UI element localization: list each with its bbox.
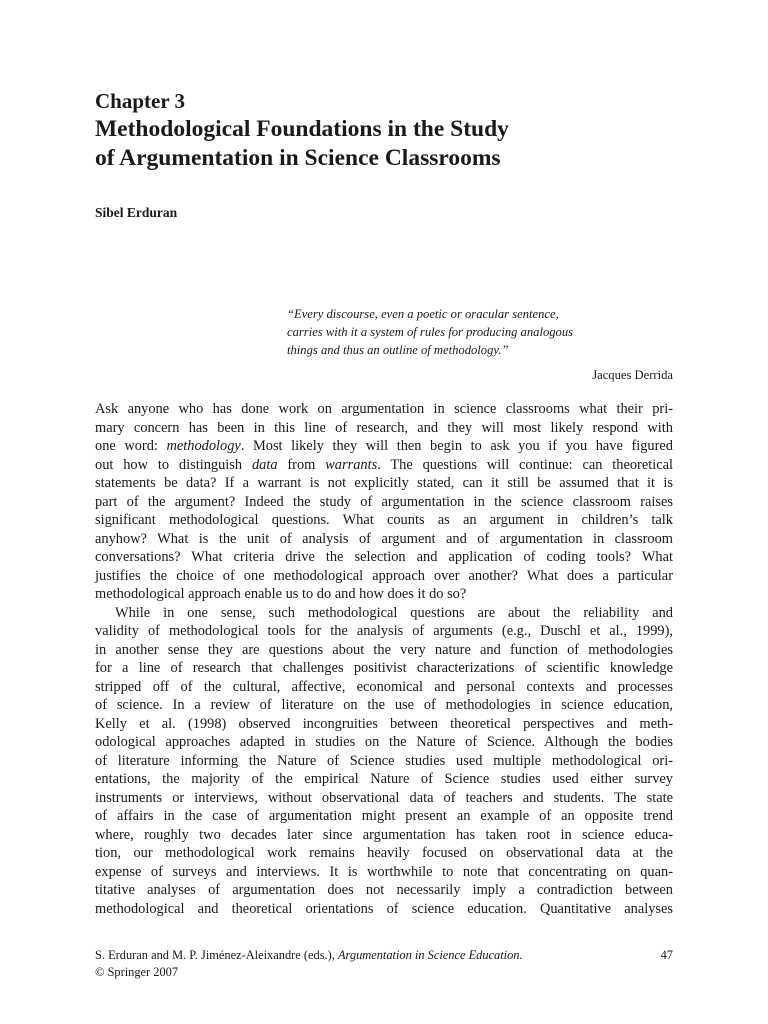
body-line: statements be data? If a warrant is not explicitly stated, can it still be assumed that it is xyxy=(95,475,673,491)
body-line: where, roughly two decades later since argumentation has taken root in science educa- xyxy=(95,826,673,843)
body-text xyxy=(95,400,673,918)
chapter-author: Sibel Erduran xyxy=(95,205,178,220)
body-line: anyhow? What is the unit of analysis of argument and of argumentation in classroom xyxy=(95,530,673,547)
epigraph-quote-line-2: carries with it a system of rules for producing analogous xyxy=(287,325,574,339)
body-text-run: . The questions will continue: can theoretical xyxy=(377,456,673,473)
emphasis-term: warrants xyxy=(325,456,378,473)
body-line: validity of methodological tools for the analysis of arguments (e.g., Duschl et al., 1999), xyxy=(95,623,673,639)
body-line: tion, our methodological work remains heavily focused on observational data at the xyxy=(95,845,673,861)
body-line: in another sense they are questions about the very nature and function of methodologies xyxy=(95,641,673,658)
body-line: expense of surveys and interviews. It is worthwhile to note that concentrating on quan- xyxy=(95,863,673,880)
page-number: 47 xyxy=(660,948,673,962)
emphasis-term: methodology xyxy=(166,438,241,454)
body-line: stripped off of the cultural, affective, economical and personal contexts and processes xyxy=(95,678,673,695)
body-line: methodological and theoretical orientations of science education. Quantitative analyses xyxy=(95,900,673,917)
body-line: entations, the majority of the empirical Nature of Science studies used either survey xyxy=(95,771,673,787)
body-line: Ask anyone who has done work on argumentation in science classrooms what their pri- xyxy=(95,401,673,417)
chapter-title-line-1: Methodological Foundations in the Study xyxy=(95,116,509,142)
footer-citation xyxy=(95,947,673,964)
footer-book-title: Argumentation in Science Education. xyxy=(337,948,523,962)
body-line: for a line of research that challenges positivist characterizations of scientific knowledge xyxy=(95,660,673,676)
body-line: While in one sense, such methodological questions are about the reliability and xyxy=(115,604,673,621)
body-line: titative analyses of argumentation does not necessarily imply a contradiction between xyxy=(95,882,673,898)
chapter-title xyxy=(95,115,673,173)
epigraph xyxy=(287,305,673,384)
body-line xyxy=(95,456,673,475)
body-line: of affairs in the case of argumentation might present an example of an opposite trend xyxy=(95,808,673,824)
body-line: odological approaches adapted in studies on the Nature of Science. Although the bodies xyxy=(95,734,673,750)
body-text-run: . Most likely they will then begin to ask you if you have figured xyxy=(240,438,673,454)
body-line: justifies the choice of one methodological approach over another? What does a particular xyxy=(95,567,673,584)
body-line: mary concern has been in this line of research, and they will most likely respond with xyxy=(95,419,673,436)
footer-citation-editors: S. Erduran and M. P. Jiménez-Aleixandre (eds.), xyxy=(95,948,338,962)
body-line: methodological approach enable us to do and how does it do so? xyxy=(95,586,467,602)
body-line: of science. In a review of literature on the use of methodologies in science education, xyxy=(95,697,673,713)
body-line xyxy=(95,437,673,456)
body-line: instruments or interviews, without observational data of teachers and students. The state xyxy=(95,789,673,806)
body-text-run: one word: xyxy=(95,438,167,454)
epigraph-quote xyxy=(287,305,673,359)
page-footer xyxy=(95,947,673,981)
body-line: conversations? What criteria drive the selection and application of coding tools? What xyxy=(95,549,673,565)
body-line: Kelly et al. (1998) observed incongruities between theoretical perspectives and meth- xyxy=(95,715,673,732)
body-text-run: from xyxy=(277,456,326,473)
emphasis-term: data xyxy=(251,456,278,473)
body-line: significant methodological questions. What counts as an argument in children’s talk xyxy=(95,512,673,528)
chapter-label: Chapter 3 xyxy=(95,89,186,113)
book-page xyxy=(95,0,673,1024)
epigraph-quote-line-1: “Every discourse, even a poetic or oracular sentence, xyxy=(287,307,559,321)
epigraph-quote-line-3: things and thus an outline of methodology.” xyxy=(287,343,509,357)
epigraph-attribution: Jacques Derrida xyxy=(592,368,673,382)
body-line: of literature informing the Nature of Science studies used multiple methodological ori- xyxy=(95,752,673,769)
body-text-run: out how to distinguish xyxy=(95,456,252,473)
footer-copyright: © Springer 2007 xyxy=(95,965,179,979)
body-line: part of the argument? Indeed the study of argumentation in the science classroom raises xyxy=(95,493,673,510)
chapter-title-line-2: of Argumentation in Science Classrooms xyxy=(95,145,501,171)
